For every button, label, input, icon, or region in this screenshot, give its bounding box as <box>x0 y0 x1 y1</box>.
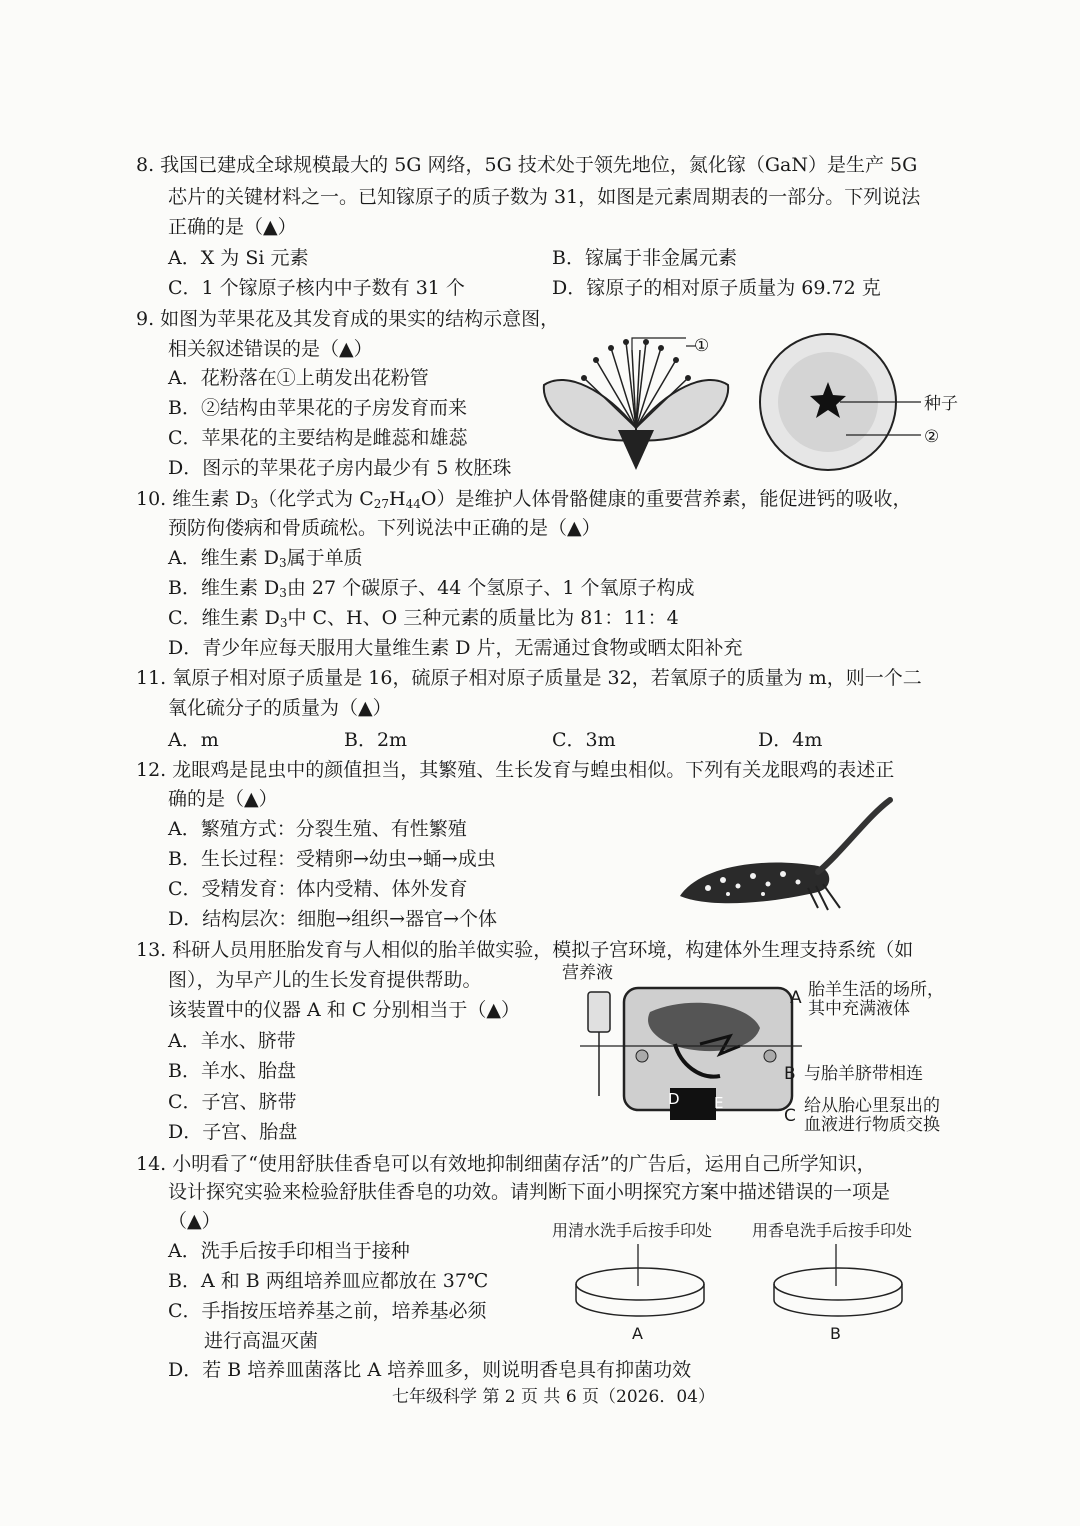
dish-a-label: A <box>632 1324 643 1343</box>
q14-line3: （▲） <box>168 1210 221 1232</box>
fig13-label-c: C <box>784 1106 796 1126</box>
fig13-c-desc2: 血液进行物质交换 <box>804 1115 940 1135</box>
q12-option-a: A．繁殖方式：分裂生殖、有性繁殖 <box>168 818 467 840</box>
q14-line1: 14. 小明看了“使用舒肤佳香皂可以有效地抑制细菌存活”的广告后，运用自己所学知识， <box>136 1153 876 1175</box>
q12-option-b: B．生长过程：受精卵→幼虫→蛹→成虫 <box>168 848 496 870</box>
q14-line2: 设计探究实验来检验舒肤佳香皂的功效。请判断下面小明探究方案中描述错误的一项是 <box>168 1181 891 1203</box>
q12-line1: 12. 龙眼鸡是昆虫中的颜值担当，其繁殖、生长发育与蝗虫相似。下列有关龙眼鸡的表述正 <box>136 759 895 781</box>
q11-option-b: B．2m <box>344 729 408 751</box>
q14-option-c-line1: C．手指按压培养基之前，培养基必须 <box>168 1300 487 1322</box>
q11-option-c: C．3m <box>552 729 616 751</box>
q14-option-d: D．若 B 培养皿菌落比 A 培养皿多，则说明香皂具有抑菌功效 <box>168 1359 692 1381</box>
q13-option-a: A．羊水、脐带 <box>168 1030 296 1052</box>
q8-line3: 正确的是（▲） <box>168 216 297 238</box>
q11-option-a: A．m <box>168 729 219 751</box>
q9-option-a: A．花粉落在①上萌发出花粉管 <box>168 367 429 389</box>
q11-line2: 氧化硫分子的质量为（▲） <box>168 697 392 719</box>
q13-option-b: B．羊水、胎盘 <box>168 1060 296 1082</box>
fig13-label-e: E <box>714 1094 724 1112</box>
q8-line2: 芯片的关键材料之一。已知镓原子的质子数为 31，如图是元素周期表的一部分。下列说法 <box>168 186 921 208</box>
fig13-a-desc2: 其中充满液体 <box>808 999 910 1019</box>
q12-option-c: C．受精发育：体内受精、体外发育 <box>168 878 468 900</box>
dish-b-label: B <box>830 1324 841 1343</box>
q8-option-c: C．1 个镓原子核内中子数有 31 个 <box>168 277 465 299</box>
q8-line1: 8. 我国已建成全球规模最大的 5G 网络，5G 技术处于领先地位，氮化镓（GaN）是生产 5G <box>136 154 918 176</box>
petri-dish-a <box>572 1244 708 1324</box>
q8-option-a: A．X 为 Si 元素 <box>168 247 309 269</box>
q10-option-a: A．维生素 $D_3$属于单质 <box>168 547 363 570</box>
q10-option-c: C．维生素 $D_3$中 C、H、O 三种元素的质量比为 81：11：4 <box>168 607 679 630</box>
q14-option-a: A．洗手后按手印相当于接种 <box>168 1240 410 1262</box>
fruit-label-seed: 种子 <box>924 394 958 414</box>
apple-fruit-figure <box>756 330 926 475</box>
q9-line1: 9. 如图为苹果花及其发育成的果实的结构示意图， <box>136 308 560 330</box>
fruit-label-2: ② <box>924 427 940 447</box>
q12-option-d: D．结构层次：细胞→组织→器官→个体 <box>168 908 497 930</box>
q13-line1: 13. 科研人员用胚胎发育与人相似的胎羊做实验，模拟子宫环境，构建体外生理支持系统（如 <box>136 939 914 961</box>
q11-line1: 11. 氧原子相对原子质量是 16，硫原子相对原子质量是 32，若氧原子的质量为 m，则一个二 <box>136 667 922 689</box>
fig13-a-desc1: 胎羊生活的场所， <box>808 980 944 1000</box>
q9-option-b: B．②结构由苹果花的子房发育而来 <box>168 397 467 419</box>
q10-option-d: D．青少年应每天服用大量维生素 D 片，无需通过食物或晒太阳补充 <box>168 637 743 659</box>
flower-label-1: ① <box>694 336 710 356</box>
dish-a-caption: 用清水洗手后按手印处 <box>552 1221 713 1240</box>
q13-option-c: C．子宫、脐带 <box>168 1091 297 1113</box>
q13-line3: 该装置中的仪器 A 和 C 分别相当于（▲） <box>168 999 521 1021</box>
q12-line2: 确的是（▲） <box>168 788 278 810</box>
dish-b-caption: 用香皂洗手后按手印处 <box>752 1221 913 1240</box>
fig13-c-desc1: 给从胎心里泵出的 <box>804 1096 940 1116</box>
q8-option-d: D．镓原子的相对原子质量为 69.72 克 <box>552 277 881 299</box>
artificial-womb-figure <box>580 984 802 1124</box>
q10-line1: 10. 维生素 $D_3$（化学式为 $C_{27}H_{44}O$）是维护人体骨骼健康的重要营养素，能促进钙的吸收， <box>136 488 912 511</box>
page-footer: 七年级科学 第 2 页 共 6 页（2026．04） <box>392 1387 715 1407</box>
q9-line2: 相关叙述错误的是（▲） <box>168 338 373 360</box>
fig13-label-d: D <box>668 1090 680 1108</box>
q8-option-b: B．镓属于非金属元素 <box>552 247 737 269</box>
petri-dish-b <box>770 1244 906 1324</box>
q10-option-b: B．维生素 $D_3$由 27 个碳原子、44 个氢原子、1 个氧原子构成 <box>168 577 695 600</box>
fig13-label-a: A <box>790 988 802 1008</box>
q10-line2: 预防佝偻病和骨质疏松。下列说法中正确的是（▲） <box>168 517 601 539</box>
fig13-label-b: B <box>784 1064 796 1084</box>
q11-option-d: D．4m <box>758 729 823 751</box>
q13-line2: 图），为早产儿的生长发育提供帮助。 <box>168 969 482 991</box>
q14-option-b: B．A 和 B 两组培养皿应都放在 37℃ <box>168 1270 489 1292</box>
fig13-nutrient-label: 营养液 <box>562 963 613 983</box>
q14-option-c-line2: 进行高温灭菌 <box>204 1330 319 1352</box>
q9-option-d: D．图示的苹果花子房内最少有 5 枚胚珠 <box>168 457 512 479</box>
lanternfly-figure <box>668 796 900 916</box>
q13-option-d: D．子宫、胎盘 <box>168 1121 298 1143</box>
q9-option-c: C．苹果花的主要结构是雌蕊和雄蕊 <box>168 427 468 449</box>
fig13-b-desc: 与胎羊脐带相连 <box>804 1064 923 1084</box>
